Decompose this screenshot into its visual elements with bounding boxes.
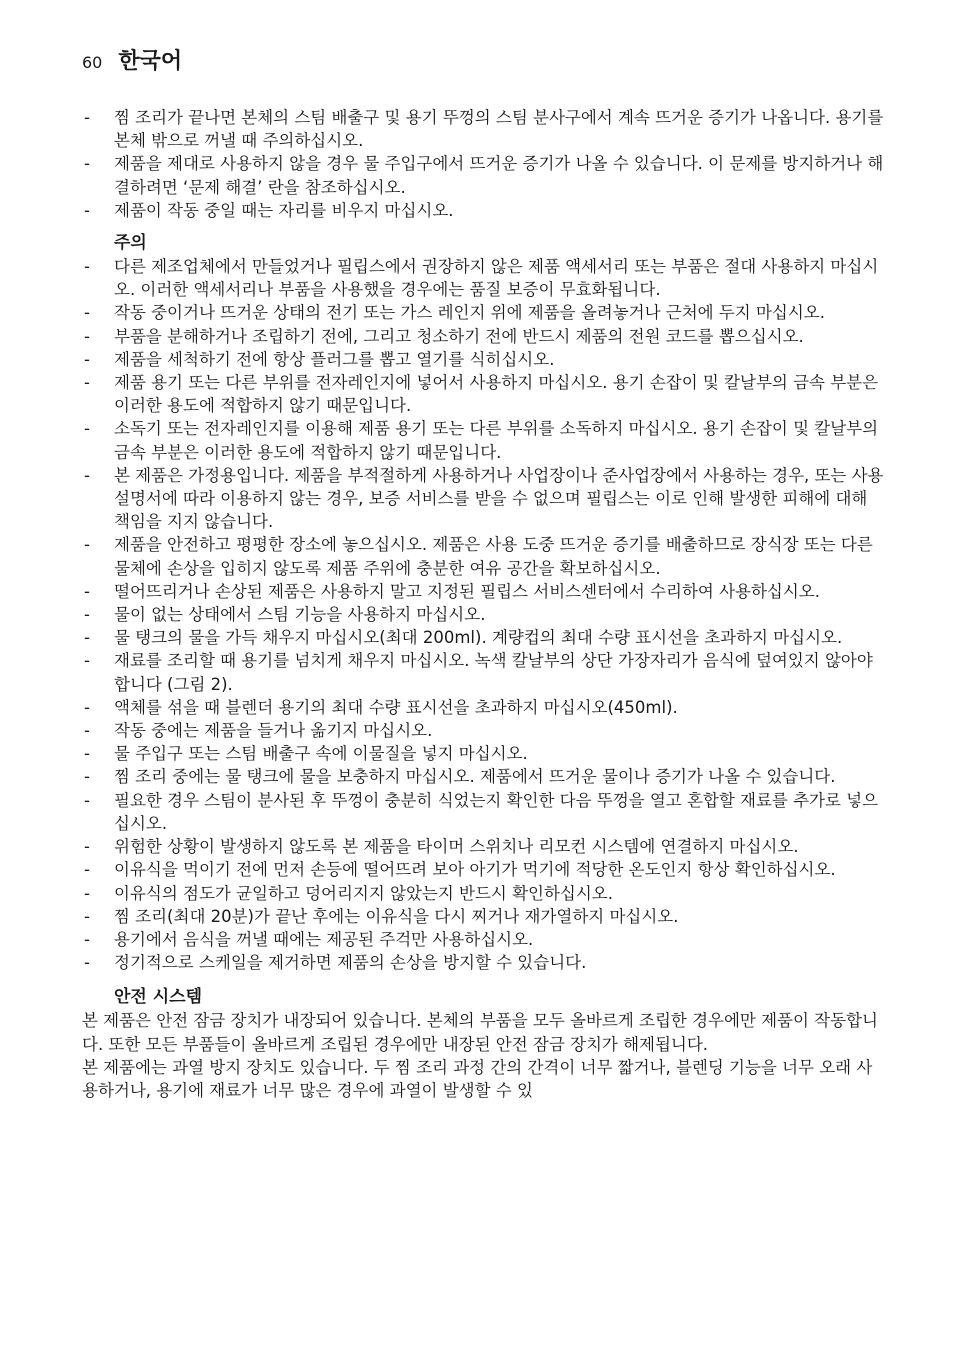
bullet-dash: - [84, 581, 90, 601]
bullet-dash: - [84, 790, 90, 810]
list-item: - 찜 조리(최대 20분)가 끝난 후에는 이유식을 다시 찌거나 재가열하지 마십시오. [82, 905, 888, 928]
bullet-dash: - [84, 465, 90, 485]
list-item: - 찜 조리가 끝나면 본체의 스팀 배출구 및 용기 뚜껑의 스팀 분사구에서 계속 뜨거운 증기가 나옵니다. 용기를 본체 밖으로 꺼낼 때 주의하십시오. [84, 108, 884, 151]
bullet-dash: - [84, 929, 90, 949]
bullet-dash: - [84, 953, 90, 973]
intro-list [82, 106, 888, 222]
bullet-dash: - [84, 200, 90, 220]
bullet-dash: - [84, 373, 90, 393]
list-item: - 제품을 제대로 사용하지 않을 경우 물 주입구에서 뜨거운 증기가 나올 수 있습니다. 이 문제를 방지하거나 해결하려면 ‘문제 해결’ 란을 참조하십시오. [84, 154, 884, 197]
safety-section [82, 986, 888, 1102]
bullet-dash: - [84, 326, 90, 346]
safety-paragraph: 본 제품은 안전 잠금 장치가 내장되어 있습니다. 본체의 부품을 모두 올바르게 조립한 경우에만 제품이 작동합니다. 또한 모든 부품들이 올바르게 조립된 경우에만 내장된 안전 잠금 장치가 해제됩니다. [82, 1011, 878, 1054]
caution-list [82, 255, 888, 974]
bullet-dash: - [84, 535, 90, 555]
list-item: - 재료를 조리할 때 용기를 넘치게 채우지 마십시오. 녹색 칼날부의 상단 가장자리가 음식에 덮여있지 않아야 합니다 (그림 2). [84, 651, 873, 694]
list-item: - 용기에서 음식을 꺼낼 때에는 제공된 주걱만 사용하십시오. [82, 928, 888, 951]
bullet-dash: - [84, 257, 90, 277]
bullet-dash: - [84, 605, 90, 625]
safety-heading: 안전 시스템 [114, 987, 203, 1008]
list-item: - 필요한 경우 스팀이 분사된 후 뚜껑이 충분히 식었는지 확인한 다음 뚜껑을 열고 혼합할 재료를 추가로 넣으십시오. [84, 790, 879, 833]
caution-heading: 주의 [114, 233, 147, 254]
page-number: 60 [82, 53, 103, 72]
bullet-dash: - [84, 767, 90, 787]
bullet-dash: - [84, 651, 90, 671]
bullet-dash: - [84, 906, 90, 926]
list-item: - 물 주입구 또는 스팀 배출구 속에 이물질을 넣지 마십시오. [82, 742, 888, 765]
bullet-dash: - [84, 883, 90, 903]
list-item: - 찜 조리 중에는 물 탱크에 물을 보충하지 마십시오. 제품에서 뜨거운 물이나 증기가 나올 수 있습니다. [82, 765, 888, 788]
bullet-dash: - [84, 860, 90, 880]
bullet-dash: - [84, 697, 90, 717]
bullet-dash: - [84, 154, 90, 174]
list-item: - 작동 중에는 제품을 들거나 옮기지 마십시오. [82, 719, 888, 742]
language-title: 한국어 [118, 49, 183, 74]
list-item: - 소독기 또는 전자레인지를 이용해 제품 용기 또는 다른 부위를 소독하지 마십시오. 용기 손잡이 및 칼날부의 금속 부분은 이러한 용도에 적합하지 않기 때문입니다. [84, 419, 879, 462]
list-item: - 다른 제조업체에서 만들었거나 필립스에서 권장하지 않은 제품 액세서리 또는 부품은 절대 사용하지 마십시오. 이러한 액세서리나 부품을 사용했을 경우에는 품질 보증이 무효화됩니다. [84, 257, 879, 300]
list-item: - 정기적으로 스케일을 제거하면 제품의 손상을 방지할 수 있습니다. [82, 951, 888, 974]
safety-paragraph: 본 제품에는 과열 방지 장치도 있습니다. 두 찜 조리 과정 간의 간격이 너무 짧거나, 블렌딩 기능을 너무 오래 사용하거나, 용기에 재료가 너무 많은 경우에 과열이 발생할 수 있 [82, 1057, 873, 1100]
list-item: - 작동 중이거나 뜨거운 상태의 전기 또는 가스 레인지 위에 제품을 올려놓거나 근처에 두지 마십시오. [82, 301, 888, 324]
list-item: - 제품이 작동 중일 때는 자리를 비우지 마십시오. [82, 199, 888, 222]
list-item: - 제품 용기 또는 다른 부위를 전자레인지에 넣어서 사용하지 마십시오. 용기 손잡이 및 칼날부의 금속 부분은 이러한 용도에 적합하지 않기 때문입니다. [84, 373, 879, 416]
bullet-dash: - [84, 108, 90, 127]
page-header [82, 44, 182, 78]
list-item: - 제품을 안전하고 평평한 장소에 놓으십시오. 제품은 사용 도중 뜨거운 증기를 배출하므로 장식장 또는 다른 물체에 손상을 입히지 않도록 제품 주위에 충분한 여유 공간을 확보하십시오. [84, 535, 873, 578]
bullet-dash: - [84, 721, 90, 741]
list-item: - 제품을 세척하기 전에 항상 플러그를 뽑고 열기를 식히십시오. [82, 348, 888, 371]
list-item: - 물이 없는 상태에서 스팀 기능을 사용하지 마십시오. [82, 603, 888, 626]
list-item: - 위험한 상황이 발생하지 않도록 본 제품을 타이머 스위치나 리모컨 시스템에 연결하지 마십시오. [82, 835, 888, 858]
bullet-dash: - [84, 419, 90, 439]
list-item: - 이유식을 먹이기 전에 먼저 손등에 떨어뜨려 보아 아기가 먹기에 적당한 온도인지 항상 확인하십시오. [82, 858, 888, 881]
bullet-dash: - [84, 349, 90, 369]
page-content [82, 106, 888, 1102]
list-item: - 본 제품은 가정용입니다. 제품을 부적절하게 사용하거나 사업장이나 준사업장에서 사용하는 경우, 또는 사용 설명서에 따라 이용하지 않는 경우, 보증 서비스를 받을 수 없으며 필립스는 이로 인해 발생한 피해에 대해 책임을 지지 않습니다. [84, 465, 884, 532]
list-item: - 물 탱크의 물을 가득 채우지 마십시오(최대 200ml). 계량컵의 최대 수량 표시선을 초과하지 마십시오. [82, 626, 888, 649]
list-item: - 이유식의 점도가 균일하고 덩어리지지 않았는지 반드시 확인하십시오. [82, 882, 888, 905]
bullet-dash: - [84, 837, 90, 857]
list-item: - 떨어뜨리거나 손상된 제품은 사용하지 말고 지정된 필립스 서비스센터에서 수리하여 사용하십시오. [82, 580, 888, 603]
list-item: - 액체를 섞을 때 블렌더 용기의 최대 수량 표시선을 초과하지 마십시오(450ml). [82, 696, 888, 719]
bullet-dash: - [84, 303, 90, 323]
bullet-dash: - [84, 744, 90, 764]
bullet-dash: - [84, 628, 90, 648]
list-item: - 부품을 분해하거나 조립하기 전에, 그리고 청소하기 전에 반드시 제품의 전원 코드를 뽑으십시오. [82, 325, 888, 348]
